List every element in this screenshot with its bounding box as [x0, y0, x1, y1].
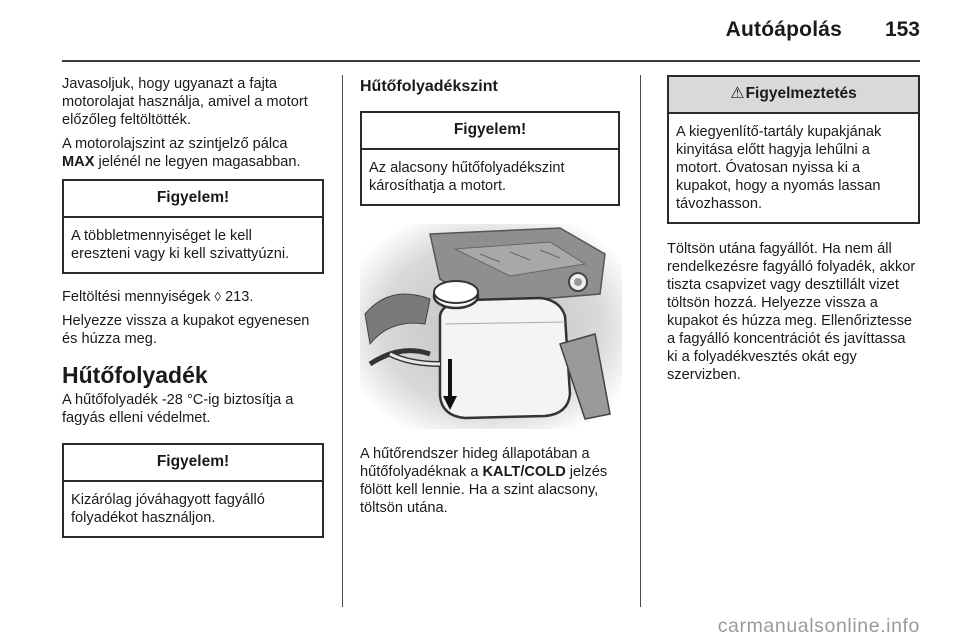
- notice-box-low-coolant: [360, 111, 620, 206]
- paragraph-replace-cap: Helyezze vissza a kupakot egyenesen és húzza meg.: [62, 313, 310, 347]
- notice-box-antifreeze: [62, 443, 324, 538]
- watermark: carmanualsonline.info: [717, 615, 920, 637]
- column-divider-1: [342, 75, 343, 607]
- column-left: [62, 75, 324, 538]
- warning-header: [669, 77, 918, 114]
- page-header: [0, 0, 960, 62]
- chapter-title: Autóápolás: [725, 18, 842, 41]
- paragraph-top-up: Töltsön utána fagyállót. Ha nem áll rendelkezésre fagyálló folyadék, akkor tiszta csapvizet vagy desztillált vizet töltsön hozzá. Helyezze vissza a kupakot és húzza meg. Ellenőriztesse a fagyálló koncentrációt és javíttassa ki a folyadékvesztés okát egy szervizben.: [667, 241, 916, 383]
- column-right: [667, 75, 920, 390]
- notice-body: Az alacsony hűtőfolyadékszint károsíthatja a motort.: [369, 160, 565, 194]
- notice-body: A többletmennyiséget le kell ereszteni vagy ki kell szivattyúzni.: [71, 228, 290, 262]
- oil-level-text-suffix: jelénél ne legyen magasabban.: [94, 154, 301, 170]
- page-reference-icon: ◊: [214, 289, 221, 304]
- caption-text-suffix: jelzés fölött kell lennie. Ha a szint alacsony, töltsön utána.: [360, 464, 608, 516]
- notice-title: Figyelem!: [362, 113, 618, 150]
- capacities-page-ref[interactable]: 213.: [220, 289, 254, 305]
- max-mark: MAX: [62, 154, 95, 170]
- section-title-coolant: Hűtőfolyadék: [62, 362, 208, 388]
- capacities-text: Feltöltési mennyiségek: [62, 289, 215, 305]
- coolant-reservoir-illustration: [360, 224, 622, 429]
- warning-body: A kiegyenlítő-tartály kupakjának kinyitása előtt hagyja lehűlni a motort. Óvatosan nyissa ki a kupakot, hogy a nyomás lassan távozhasson.: [676, 124, 882, 212]
- engine-bay-drawing: [360, 224, 622, 429]
- header-rule: [62, 60, 920, 62]
- warning-triangle-icon: ⚠: [730, 85, 745, 102]
- oil-level-text: A motorolajszint az szintjelző pálca: [62, 136, 288, 152]
- paragraph-frost-protection: A hűtőfolyadék -28 °C-ig biztosítja a fagyás elleni védelmet.: [62, 392, 294, 426]
- notice-body: Kizárólag jóváhagyott fagyálló folyadékot használjon.: [71, 492, 265, 526]
- column-divider-2: [640, 75, 641, 607]
- notice-box-excess: [62, 179, 324, 274]
- caption-text: A hűtőrendszer hideg állapotában a hűtőfolyadéknak a: [360, 446, 590, 480]
- paragraph-oil-level: [62, 135, 324, 171]
- page-number: 153: [884, 18, 920, 41]
- notice-title: Figyelem!: [64, 445, 322, 482]
- kalt-cold-mark: KALT/COLD: [482, 464, 566, 480]
- subsection-title-coolant-level: Hűtőfolyadékszint: [360, 78, 498, 95]
- paragraph-oil-type: Javasoljuk, hogy ugyanazt a fajta motorolajat használja, amivel a motort előzőleg feltöltötték.: [62, 76, 308, 128]
- column-middle: [360, 75, 620, 523]
- notice-title: Figyelem!: [64, 181, 322, 218]
- figure-caption: [360, 445, 620, 517]
- warning-box-pressure: [667, 75, 920, 224]
- paragraph-capacities: [62, 288, 324, 306]
- warning-title: Figyelmeztetés: [745, 85, 857, 102]
